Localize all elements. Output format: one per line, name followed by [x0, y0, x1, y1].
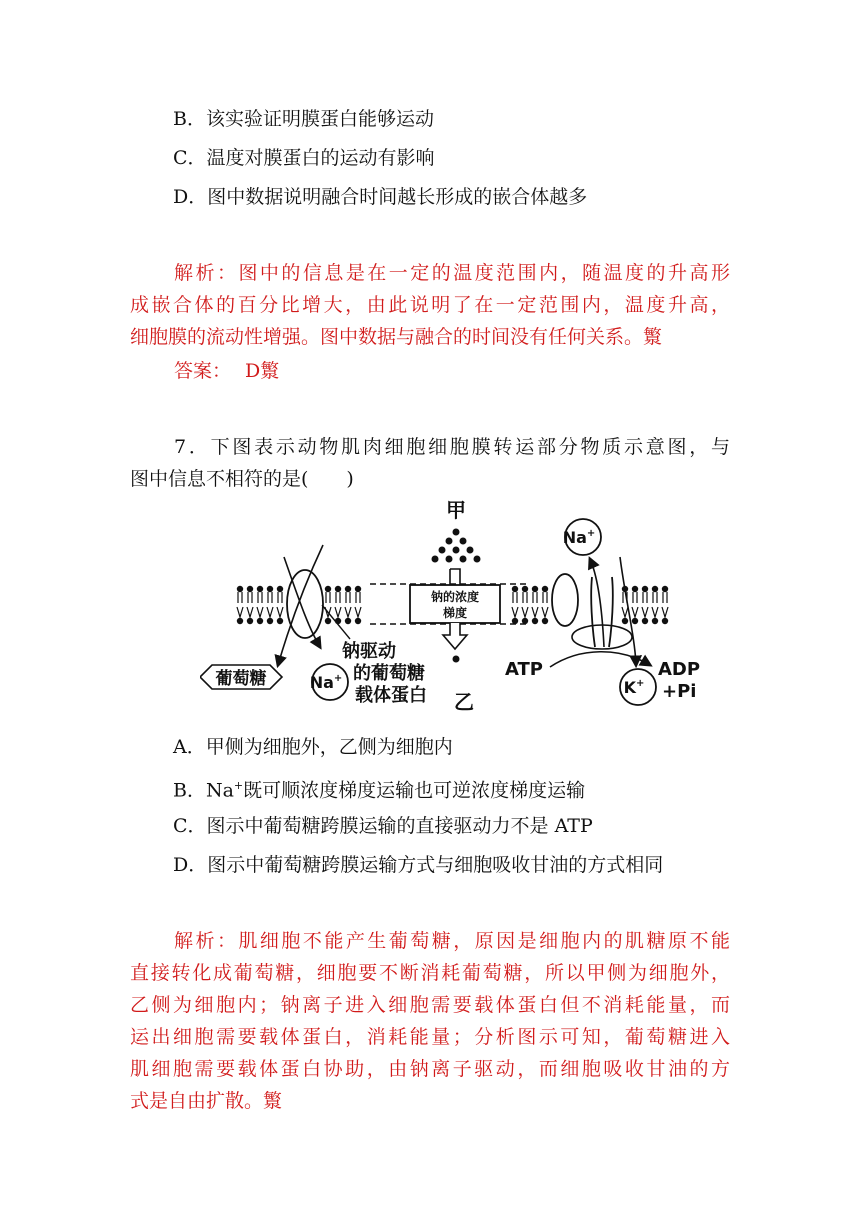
lipid-head — [277, 618, 283, 624]
answer-value: D瀪 — [245, 360, 280, 382]
lipid-head — [247, 586, 253, 592]
lipid-tail — [652, 607, 658, 617]
lipid-tail — [248, 592, 252, 603]
pump-base — [572, 625, 632, 649]
gradient-arrow-head — [443, 623, 467, 649]
lipid-tail — [662, 607, 668, 617]
lipid-tail — [522, 607, 528, 617]
gradient-label-line2: 梯度 — [442, 606, 468, 620]
atp-label: ATP — [505, 659, 544, 680]
analysis-label-q7: 解析： — [174, 930, 239, 952]
analysis-line: 图中的信息是在一定的温度范围内，随温度的升高形 — [238, 262, 730, 284]
analysis-q7 — [130, 925, 730, 1117]
lipid-head — [522, 586, 528, 592]
analysis-line: 运出细胞需要载体蛋白，消耗能量；分析图示可知，葡萄糖进入 — [130, 1026, 730, 1048]
sodium-ion-outside-label: Na+ — [562, 528, 596, 547]
lipid-head — [237, 586, 243, 592]
option-b-q7: B．Na+既可顺浓度梯度运输也可逆浓度梯度运输 — [173, 779, 586, 802]
analysis-line: 乙侧为细胞内；钠离子进入细胞需要载体蛋白但不消耗能量，而 — [130, 994, 730, 1016]
lipid-head — [257, 618, 263, 624]
carrier-label-line1: 钠驱动 — [342, 641, 396, 662]
lipid-head — [355, 618, 361, 624]
lipid-tail — [277, 607, 283, 617]
lipid-head — [652, 586, 658, 592]
lipid-tail — [355, 607, 361, 617]
lipid-head — [632, 618, 638, 624]
sodium-ion-label: Na+ — [309, 673, 343, 692]
lipid-tail — [542, 607, 548, 617]
lipid-head — [532, 586, 538, 592]
analysis-label-q6: 解析： — [174, 262, 239, 284]
lipid-head — [662, 618, 668, 624]
answer-label: 答案： — [174, 360, 232, 382]
carrier-label-line2: 的葡萄糖 — [353, 663, 425, 684]
lipid-head — [237, 618, 243, 624]
stem-line: 7．下图表示动物肌肉细胞细胞膜转运部分物质示意图，与 — [174, 436, 730, 458]
phospholipid-bilayer-middle — [325, 586, 361, 624]
lipid-head — [632, 586, 638, 592]
lipid-tail — [278, 592, 282, 603]
lipid-tail — [653, 592, 657, 603]
lipid-tail — [512, 607, 518, 617]
gradient-label-line1: 钠的浓度 — [430, 590, 480, 604]
lipid-head — [345, 618, 351, 624]
lipid-tail — [356, 592, 360, 603]
lipid-head — [325, 618, 331, 624]
pump-subunit-middle-2 — [609, 577, 613, 647]
lipid-tail — [257, 607, 263, 617]
lipid-head — [652, 618, 658, 624]
lipid-tail — [326, 592, 330, 603]
lipid-tail — [346, 592, 350, 603]
lipid-tail — [345, 607, 351, 617]
lipid-head — [542, 586, 548, 592]
analysis-line: 细胞膜的流动性增强。图中数据与融合的时间没有任何关系。瀪 — [130, 326, 663, 348]
pi-label: +Pi — [662, 681, 697, 702]
lipid-head — [267, 586, 273, 592]
adp-label: ADP — [658, 659, 701, 680]
lipid-tail — [237, 607, 243, 617]
lipid-tail — [247, 607, 253, 617]
lipid-tail — [513, 592, 517, 603]
stem-line: 图中信息不相符的是( ) — [130, 468, 354, 490]
lipid-head — [512, 618, 518, 624]
option-a-q7: A．甲侧为细胞外，乙侧为细胞内 — [173, 736, 453, 758]
lipid-tail — [632, 607, 638, 617]
lipid-head — [642, 586, 648, 592]
lipid-tail — [335, 607, 341, 617]
side-bottom-label: 乙 — [454, 690, 474, 714]
phospholipid-bilayer-left — [237, 586, 283, 624]
lipid-head — [325, 586, 331, 592]
analysis-line: 肌细胞不能产生葡萄糖，原因是细胞内的肌糖原不能 — [238, 930, 730, 952]
analysis-line: 直接转化成葡萄糖，细胞要不断消耗葡萄糖，所以甲侧为细胞外， — [130, 962, 730, 984]
option-d-q6: D．图中数据说明融合时间越长形成的嵌合体越多 — [173, 186, 588, 208]
lipid-head — [335, 586, 341, 592]
lipid-head — [532, 618, 538, 624]
lipid-tail — [643, 592, 647, 603]
lipid-tail — [642, 607, 648, 617]
lipid-tail — [523, 592, 527, 603]
lipid-tail — [238, 592, 242, 603]
lipid-head — [642, 618, 648, 624]
membrane-transport-diagram — [200, 497, 720, 719]
lipid-head — [542, 618, 548, 624]
glucose-label: 葡萄糖 — [215, 669, 267, 689]
lipid-head — [257, 586, 263, 592]
lipid-tail — [532, 607, 538, 617]
lipid-head — [622, 618, 628, 624]
lipid-tail — [336, 592, 340, 603]
lipid-head — [522, 618, 528, 624]
lipid-head — [662, 586, 668, 592]
analysis-line: 肌细胞需要载体蛋白协助，由钠离子驱动，而细胞吸收甘油的方 — [130, 1058, 730, 1080]
analysis-q6 — [130, 257, 730, 353]
answer-q6 — [174, 360, 279, 382]
lipid-tail — [268, 592, 272, 603]
gradient-arrow-top — [450, 569, 460, 585]
lipid-tail — [622, 607, 628, 617]
side-top-label: 甲 — [446, 498, 466, 522]
lipid-tail — [533, 592, 537, 603]
potassium-ion-label: K+ — [623, 678, 645, 697]
carrier-label-line3: 载体蛋白 — [355, 685, 427, 706]
question-7-stem — [130, 431, 730, 495]
phospholipid-bilayer-right — [512, 586, 668, 624]
lipid-tail — [543, 592, 547, 603]
pump-subunit-left — [552, 574, 578, 626]
lipid-head — [512, 586, 518, 592]
lipid-tail — [258, 592, 262, 603]
option-c-q6: C．温度对膜蛋白的运动有影响 — [173, 147, 435, 169]
analysis-line: 式是自由扩散。瀪 — [130, 1090, 283, 1112]
option-b-q6: B．该实验证明膜蛋白能够运动 — [173, 108, 434, 130]
lipid-head — [247, 618, 253, 624]
analysis-line: 成嵌合体的百分比增大，由此说明了在一定范围内，温度升高， — [130, 294, 730, 316]
lipid-tail — [663, 592, 667, 603]
lipid-head — [345, 586, 351, 592]
lipid-tail — [633, 592, 637, 603]
lipid-head — [277, 586, 283, 592]
lipid-head — [267, 618, 273, 624]
option-c-q7: C．图示中葡萄糖跨膜运输的直接驱动力不是 ATP — [173, 815, 593, 837]
lipid-tail — [267, 607, 273, 617]
lipid-head — [355, 586, 361, 592]
pump-subunit-middle — [591, 577, 595, 647]
option-d-q7: D．图示中葡萄糖跨膜运输方式与细胞吸收甘油的方式相同 — [173, 854, 664, 876]
